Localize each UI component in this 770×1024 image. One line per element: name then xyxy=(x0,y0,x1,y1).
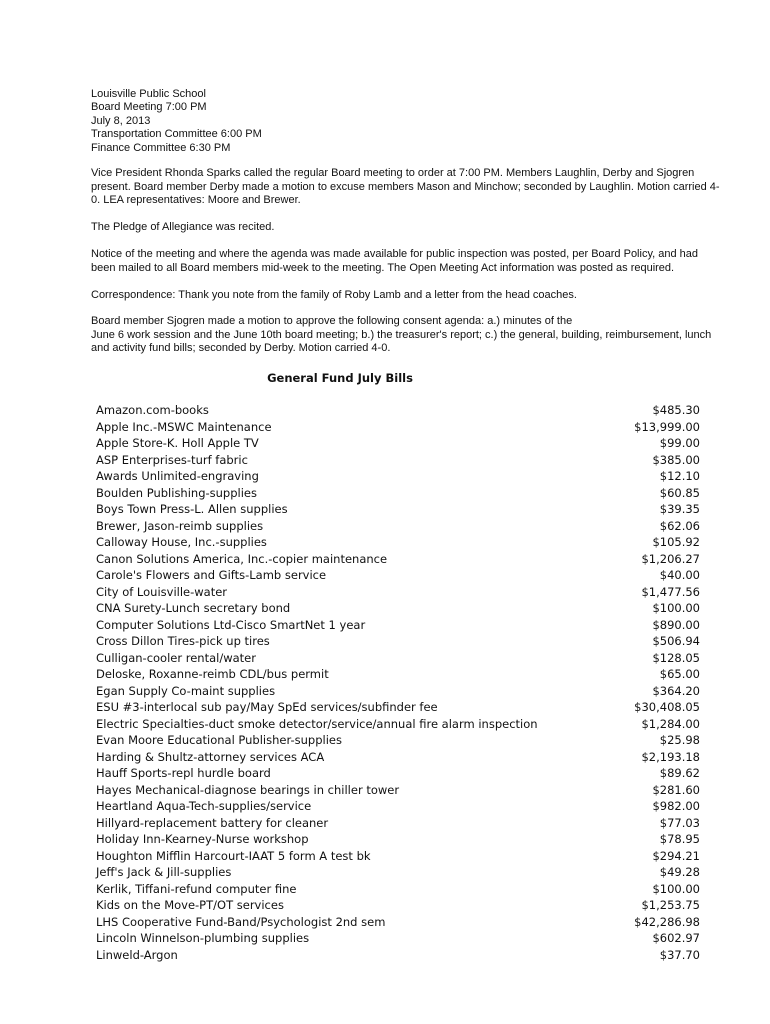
bill-amount: $62.06 xyxy=(659,518,700,533)
meeting-date: July 8, 2013 xyxy=(91,114,151,127)
bill-row xyxy=(96,567,700,584)
bill-vendor: Evan Moore Educational Publisher-supplies xyxy=(96,733,342,747)
bill-row xyxy=(96,633,700,650)
bill-row xyxy=(96,798,700,815)
consent-agenda-paragraph xyxy=(91,315,721,356)
bill-vendor: Jeff's Jack & Jill-supplies xyxy=(96,865,232,879)
bill-vendor: Culligan-cooler rental/water xyxy=(96,650,256,665)
bill-amount: $99.00 xyxy=(659,436,700,450)
bill-row xyxy=(96,782,700,799)
bill-row xyxy=(96,765,700,782)
consent-line-1: Board member Sjogren made a motion to approve the following consent agenda: a.) minutes of the xyxy=(91,315,573,327)
bill-row xyxy=(96,749,700,766)
bill-vendor: Apple Inc.-MSWC Maintenance xyxy=(96,419,272,434)
bill-amount: $25.98 xyxy=(659,733,700,747)
bills-title: General Fund July Bills xyxy=(267,371,413,385)
bill-amount: $1,284.00 xyxy=(641,716,700,731)
bill-vendor: CNA Surety-Lunch secretary bond xyxy=(96,601,291,615)
bill-vendor: Computer Solutions Ltd-Cisco SmartNet 1 year xyxy=(96,617,366,632)
bill-vendor: Calloway House, Inc.-supplies xyxy=(96,535,267,549)
bill-row xyxy=(96,914,700,931)
bill-vendor: City of Louisville-water xyxy=(96,584,228,599)
bill-amount: $294.21 xyxy=(652,848,700,863)
call-to-order-paragraph: Vice President Rhonda Sparks called the regular Board meeting to order at 7:00 PM. Members Laughlin, Derby and Sjogren present. Board member Derby made a motion to excuse members Mason and Minchow; seconded by Laughlin. Motion carried 4-0. LEA representatives: Moore and Brewer. xyxy=(91,167,720,207)
bill-amount: $37.70 xyxy=(659,947,700,962)
bill-row xyxy=(96,881,700,898)
bill-vendor: Amazon.com-books xyxy=(96,403,209,417)
bill-row xyxy=(96,650,700,667)
bill-amount: $30,408.05 xyxy=(634,700,700,714)
bill-row xyxy=(96,501,700,518)
bill-row xyxy=(96,666,700,683)
bill-row xyxy=(96,551,700,568)
meeting-header xyxy=(91,88,262,155)
bill-row xyxy=(96,452,700,469)
consent-line-2: June 6 work session and the June 10th board meeting; b.) the treasurer's report; c.) the general, building, reimbursement, lunch and activity fund bills; seconded by Derby. Motion carried 4-0. xyxy=(91,328,712,355)
bill-row xyxy=(96,584,700,601)
bill-vendor: Houghton Mifflin Harcourt-IAAT 5 form A test bk xyxy=(96,848,371,863)
bill-amount: $1,253.75 xyxy=(641,898,700,912)
bill-row xyxy=(96,848,700,865)
bill-vendor: Egan Supply Co-maint supplies xyxy=(96,683,276,698)
bill-row xyxy=(96,699,700,716)
bill-amount: $506.94 xyxy=(652,634,700,648)
bill-row xyxy=(96,815,700,832)
bill-vendor: Carole's Flowers and Gifts-Lamb service xyxy=(96,568,327,582)
bill-amount: $77.03 xyxy=(659,815,700,830)
bill-vendor: Hayes Mechanical-diagnose bearings in chiller tower xyxy=(96,782,400,797)
bill-row xyxy=(96,419,700,436)
bill-row xyxy=(96,402,700,419)
bill-amount: $40.00 xyxy=(659,568,700,582)
bill-vendor: Harding & Shultz-attorney services ACA xyxy=(96,749,325,764)
bill-amount: $602.97 xyxy=(652,931,700,945)
bill-amount: $100.00 xyxy=(652,601,700,615)
bill-amount: $39.35 xyxy=(659,502,700,516)
meeting-time: Board Meeting 7:00 PM xyxy=(91,101,207,114)
bill-vendor: Kids on the Move-PT/OT services xyxy=(96,898,284,912)
bill-amount: $78.95 xyxy=(659,832,700,846)
bill-row xyxy=(96,534,700,551)
bill-vendor: Brewer, Jason-reimb supplies xyxy=(96,518,264,533)
bills-list xyxy=(96,402,700,963)
bill-amount: $2,193.18 xyxy=(641,749,700,764)
finance-committee: Finance Committee 6:30 PM xyxy=(91,141,231,154)
bill-vendor: Heartland Aqua-Tech-supplies/service xyxy=(96,799,312,813)
bill-row xyxy=(96,897,700,914)
pledge-paragraph: The Pledge of Allegiance was recited. xyxy=(91,221,275,233)
transportation-committee: Transportation Committee 6:00 PM xyxy=(91,128,262,141)
bill-vendor: Boulden Publishing-supplies xyxy=(96,485,257,500)
bill-vendor: Apple Store-K. Holl Apple TV xyxy=(96,436,259,450)
bill-vendor: Linweld-Argon xyxy=(96,947,178,962)
bill-amount: $60.85 xyxy=(659,485,700,500)
bill-vendor: Electric Specialties-duct smoke detector/service/annual fire alarm inspection xyxy=(96,716,538,731)
bill-amount: $364.20 xyxy=(652,683,700,698)
bill-vendor: Lincoln Winnelson-plumbing supplies xyxy=(96,931,310,945)
bill-row xyxy=(96,683,700,700)
bill-vendor: Hillyard-replacement battery for cleaner xyxy=(96,815,329,830)
bill-row xyxy=(96,716,700,733)
bill-amount: $13,999.00 xyxy=(634,419,700,434)
bill-amount: $281.60 xyxy=(652,782,700,797)
bill-amount: $49.28 xyxy=(659,865,700,879)
bill-amount: $890.00 xyxy=(652,617,700,632)
bill-amount: $12.10 xyxy=(659,469,700,483)
bill-vendor: Cross Dillon Tires-pick up tires xyxy=(96,634,270,648)
bill-vendor: Deloske, Roxanne-reimb CDL/bus permit xyxy=(96,667,329,681)
bill-amount: $42,286.98 xyxy=(634,914,700,929)
bill-row xyxy=(96,600,700,617)
correspondence-paragraph: Correspondence: Thank you note from the family of Roby Lamb and a letter from the head coaches. xyxy=(91,289,577,301)
bill-amount: $89.62 xyxy=(659,766,700,780)
bill-vendor: ASP Enterprises-turf fabric xyxy=(96,452,248,467)
bill-row xyxy=(96,930,700,947)
bill-amount: $128.05 xyxy=(652,650,700,665)
bill-vendor: Boys Town Press-L. Allen supplies xyxy=(96,502,288,516)
bill-row xyxy=(96,518,700,535)
bill-row xyxy=(96,468,700,485)
bill-amount: $105.92 xyxy=(652,535,700,549)
bill-vendor: Awards Unlimited-engraving xyxy=(96,469,259,483)
bill-vendor: Holiday Inn-Kearney-Nurse workshop xyxy=(96,832,309,846)
bill-amount: $100.00 xyxy=(652,881,700,896)
bill-row xyxy=(96,831,700,848)
bill-row xyxy=(96,617,700,634)
bill-row xyxy=(96,947,700,964)
bill-amount: $65.00 xyxy=(659,667,700,681)
bill-amount: $1,477.56 xyxy=(641,584,700,599)
bill-amount: $485.30 xyxy=(652,403,700,417)
bill-vendor: LHS Cooperative Fund-Band/Psychologist 2nd sem xyxy=(96,914,386,929)
bill-row xyxy=(96,864,700,881)
school-name: Louisville Public School xyxy=(91,88,206,100)
bill-vendor: Hauff Sports-repl hurdle board xyxy=(96,766,271,780)
notice-paragraph: Notice of the meeting and where the agenda was made available for public inspection was posted, per Board Policy, and had been mailed to all Board members mid-week to the meeting. The Open Meeting Act information was posted as required. xyxy=(91,248,699,274)
bill-vendor: ESU #3-interlocal sub pay/May SpEd services/subfinder fee xyxy=(96,700,438,714)
bill-vendor: Canon Solutions America, Inc.-copier maintenance xyxy=(96,551,388,566)
bill-row xyxy=(96,732,700,749)
bill-amount: $982.00 xyxy=(652,799,700,813)
bill-row xyxy=(96,485,700,502)
bill-amount: $1,206.27 xyxy=(641,551,700,566)
bill-row xyxy=(96,435,700,452)
bill-amount: $385.00 xyxy=(652,452,700,467)
bill-vendor: Kerlik, Tiffani-refund computer fine xyxy=(96,881,297,896)
